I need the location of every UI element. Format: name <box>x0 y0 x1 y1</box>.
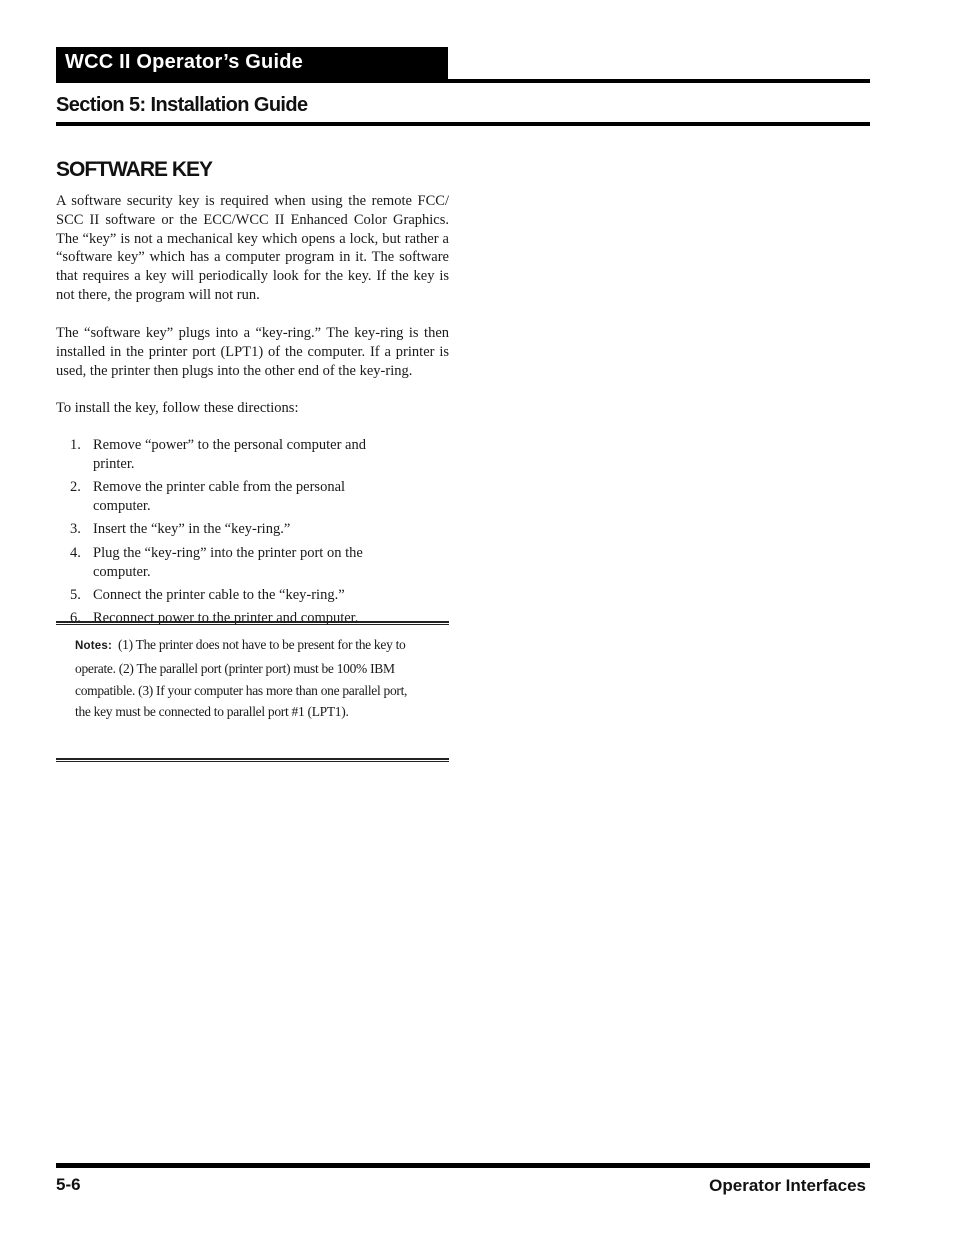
list-item <box>56 586 449 605</box>
step-number: 1. <box>70 437 81 453</box>
notes-box <box>75 634 425 723</box>
step-number: 2. <box>70 479 81 496</box>
header-rule <box>56 79 870 83</box>
notes-bottom-rule <box>56 758 449 762</box>
step-text: Insert the “key” in the “key-ring.” <box>93 521 291 538</box>
step-number: 6. <box>70 610 81 627</box>
install-steps-list <box>56 436 449 633</box>
step-text: Reconnect power to the printer and computer. <box>93 610 359 627</box>
step-text: Remove the printer cable from the personal computer. <box>93 479 346 514</box>
footer-rule <box>56 1163 870 1168</box>
notes-top-rule <box>56 621 449 625</box>
step-text: Plug the “key-ring” into the printer port on the computer. <box>93 544 363 580</box>
guide-title-bar <box>56 47 448 82</box>
section-rule <box>56 122 870 126</box>
step-number: 4. <box>70 544 81 561</box>
paragraph-directions: To install the key, follow these directions: <box>56 400 299 416</box>
list-item <box>56 544 449 582</box>
guide-title: WCC II Operator’s Guide <box>65 51 303 73</box>
list-item <box>56 436 449 474</box>
section-title: Section 5: Installation Guide <box>56 94 308 116</box>
list-item <box>56 520 449 539</box>
list-item <box>56 478 449 516</box>
step-number: 3. <box>70 521 81 538</box>
step-text: Remove “power” to the personal computer and printer. <box>93 437 366 472</box>
page-heading: SOFTWARE KEY <box>56 158 213 181</box>
notes-text: (1) The printer does not have to be present for the key to operate. (2) The parallel port (printer port) must be 100% IBM compatible. (3) If your computer has more than one parallel port, the key must be connected to parallel port #1 (LPT1). <box>75 637 408 720</box>
step-number: 5. <box>70 586 81 603</box>
step-text: Connect the printer cable to the “key-ring.” <box>93 586 345 603</box>
chapter-title: Operator Interfaces <box>709 1176 866 1195</box>
paragraph-intro: A software security key is required when using the remote FCC/ SCC II software or the ECC/WCC II Enhanced Color Graphics. The “key” is not a mechanical key which opens a lock, but rather a “software key” which has a computer program in it. The software that requires a key will periodically look for the key. If the key is not there, the program will not run. <box>56 193 449 303</box>
list-item <box>56 609 449 628</box>
paragraph-key-ring: The “software key” plugs into a “key-ring.” The key-ring is then installed in the printer port (LPT1) of the computer. If a printer is used, the printer then plugs into the other end of the key-ring. <box>56 325 449 379</box>
notes-label: Notes: <box>75 640 112 652</box>
page-number: 5-6 <box>56 1175 81 1194</box>
